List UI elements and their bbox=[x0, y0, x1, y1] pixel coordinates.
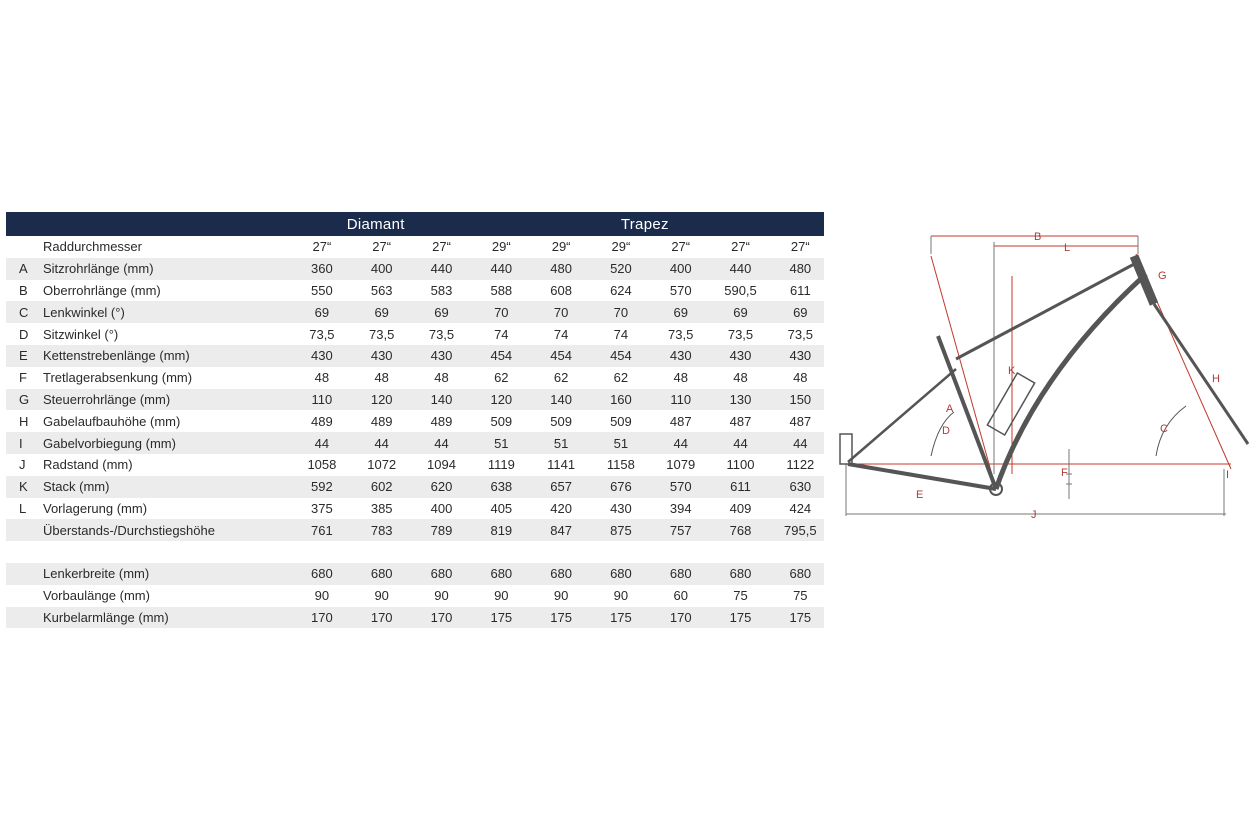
cell-value: 27“ bbox=[671, 239, 691, 255]
cell-value: 570 bbox=[669, 282, 692, 298]
cell-value: 69 bbox=[286, 301, 346, 323]
frame-fork bbox=[1154, 304, 1248, 444]
cell-value: 480 bbox=[525, 258, 585, 280]
dimension-label-j: J bbox=[1031, 509, 1037, 521]
cell-value: 440 bbox=[705, 258, 765, 280]
dimension-label-l: L bbox=[1064, 242, 1071, 254]
cell-value: 430 bbox=[406, 345, 466, 367]
cell-value: 51 bbox=[465, 432, 525, 454]
cell-value: 630 bbox=[764, 476, 824, 498]
cell-value: 680 bbox=[465, 563, 525, 585]
cell-value: 74 bbox=[553, 326, 569, 342]
cell-value: 570 bbox=[645, 476, 705, 498]
cell-value: 608 bbox=[550, 282, 572, 298]
cell-value: 430 bbox=[645, 345, 705, 367]
cell-value: 51 bbox=[525, 432, 585, 454]
cell-value: 563 bbox=[370, 282, 393, 298]
cell-value: 489 bbox=[370, 413, 393, 429]
cell-value: 140 bbox=[525, 389, 585, 411]
cell-value: 1100 bbox=[726, 457, 755, 473]
cell-value: 44 bbox=[406, 432, 466, 454]
cell-value: 487 bbox=[729, 413, 752, 429]
table-row bbox=[6, 519, 824, 541]
cell-value: 768 bbox=[705, 519, 765, 541]
spacer-row bbox=[6, 541, 824, 563]
cell-value: 90 bbox=[613, 588, 629, 604]
cell-value: 110 bbox=[286, 389, 346, 411]
table-row bbox=[6, 454, 824, 476]
cell-value: 487 bbox=[789, 413, 812, 429]
row-code: D bbox=[19, 326, 29, 342]
row-label: Lenkwinkel (°) bbox=[36, 301, 286, 323]
cell-value: 676 bbox=[585, 476, 645, 498]
cell-value: 1122 bbox=[786, 457, 815, 473]
cell-value: 74 bbox=[613, 326, 629, 342]
cell-value: 51 bbox=[585, 432, 645, 454]
table-row bbox=[6, 258, 824, 280]
cell-value: 680 bbox=[406, 563, 466, 585]
cell-value: 175 bbox=[465, 607, 525, 629]
cell-value: 27“ bbox=[790, 239, 810, 255]
cell-value: 602 bbox=[346, 476, 406, 498]
dimension-label-i: I bbox=[1226, 469, 1230, 481]
row-label: Steuerrohrlänge (mm) bbox=[36, 389, 286, 411]
cell-value: 394 bbox=[669, 500, 692, 516]
cell-value: 73,5 bbox=[727, 326, 754, 342]
cell-value: 592 bbox=[286, 476, 346, 498]
cell-value: 430 bbox=[346, 345, 406, 367]
cell-value: 160 bbox=[585, 389, 645, 411]
cell-value: 170 bbox=[645, 607, 705, 629]
cell-value: 440 bbox=[465, 258, 525, 280]
cell-value: 795,5 bbox=[764, 519, 824, 541]
table-row bbox=[6, 563, 824, 585]
cell-value: 489 bbox=[430, 413, 453, 429]
row-label: Radstand (mm) bbox=[43, 457, 133, 473]
cell-value: 120 bbox=[346, 389, 406, 411]
cell-value: 62 bbox=[494, 370, 509, 386]
cell-value: 75 bbox=[793, 588, 808, 604]
cell-value: 400 bbox=[346, 258, 406, 280]
cell-value: 48 bbox=[314, 370, 330, 386]
cell-value: 90 bbox=[553, 588, 569, 604]
cell-value: 1072 bbox=[367, 457, 397, 473]
row-code: J bbox=[19, 457, 26, 473]
frame-seat-stay bbox=[848, 369, 956, 462]
cell-value: 783 bbox=[346, 519, 406, 541]
cell-value: 175 bbox=[525, 607, 585, 629]
row-label: Sitzwinkel (°) bbox=[43, 326, 119, 342]
cell-value: 90 bbox=[374, 588, 389, 604]
row-label: Gabelvorbiegung (mm) bbox=[36, 432, 286, 454]
cell-value: 440 bbox=[406, 258, 466, 280]
dimension-label-k: K bbox=[1008, 365, 1016, 377]
row-code bbox=[6, 236, 36, 258]
table-row bbox=[6, 432, 824, 454]
group-header-trapez: Trapez bbox=[465, 212, 824, 236]
cell-value: 70 bbox=[465, 301, 525, 323]
row-label: Kurbelarmlänge (mm) bbox=[36, 607, 286, 629]
cell-value: 170 bbox=[286, 607, 346, 629]
cell-value: 430 bbox=[764, 345, 824, 367]
cell-value: 170 bbox=[406, 607, 466, 629]
cell-value: 62 bbox=[553, 370, 569, 386]
table-row bbox=[6, 323, 824, 345]
cell-value: 1119 bbox=[487, 457, 515, 473]
frame-down-tube bbox=[996, 274, 1146, 489]
row-code: L bbox=[19, 500, 27, 516]
row-code bbox=[6, 585, 36, 607]
row-code: A bbox=[6, 258, 36, 280]
table-row bbox=[6, 301, 824, 323]
cell-value: 520 bbox=[585, 258, 645, 280]
cell-value: 140 bbox=[406, 389, 466, 411]
row-code: B bbox=[19, 282, 28, 298]
cell-value: 170 bbox=[346, 607, 406, 629]
row-code: F bbox=[19, 370, 27, 386]
table-row bbox=[6, 410, 824, 432]
cell-value: 789 bbox=[406, 519, 466, 541]
cell-value: 69 bbox=[764, 301, 824, 323]
cell-value: 69 bbox=[346, 301, 406, 323]
cell-value: 588 bbox=[490, 282, 513, 298]
cell-value: 175 bbox=[764, 607, 824, 629]
dimension-label-f: F bbox=[1061, 467, 1068, 479]
frame-chain-stay bbox=[848, 464, 996, 489]
row-code bbox=[6, 563, 36, 585]
row-label: Stack (mm) bbox=[36, 476, 286, 498]
cell-value: 73,5 bbox=[428, 326, 455, 342]
cell-value: 44 bbox=[705, 432, 765, 454]
dimension-label-e: E bbox=[916, 489, 924, 501]
cell-value: 761 bbox=[286, 519, 346, 541]
cell-value: 73,5 bbox=[787, 326, 813, 342]
cell-value: 657 bbox=[525, 476, 585, 498]
row-code: K bbox=[6, 476, 36, 498]
cell-value: 680 bbox=[346, 563, 406, 585]
row-code: H bbox=[19, 413, 29, 429]
bike-frame-diagram bbox=[836, 224, 1256, 524]
cell-value: 420 bbox=[550, 500, 572, 516]
cell-value: 624 bbox=[610, 282, 632, 298]
cell-value: 409 bbox=[729, 500, 752, 516]
dimension-label-c: C bbox=[1160, 423, 1168, 435]
cell-value: 29“ bbox=[491, 239, 511, 255]
cell-value: 430 bbox=[286, 345, 346, 367]
cell-value: 70 bbox=[585, 301, 645, 323]
cell-value: 489 bbox=[311, 413, 333, 429]
cell-value: 454 bbox=[525, 345, 585, 367]
dimension-label-b: B bbox=[1034, 231, 1042, 243]
group-header-diamant: Diamant bbox=[286, 212, 465, 236]
cell-value: 875 bbox=[585, 519, 645, 541]
cell-value: 29“ bbox=[611, 239, 631, 255]
cell-value: 1058 bbox=[307, 457, 337, 473]
cell-value: 454 bbox=[465, 345, 525, 367]
cell-value: 487 bbox=[669, 413, 692, 429]
table-row bbox=[6, 476, 824, 498]
dimension-label-a: A bbox=[946, 403, 954, 415]
cell-value: 120 bbox=[465, 389, 525, 411]
row-label: Sitzrohrlänge (mm) bbox=[36, 258, 286, 280]
cell-value: 48 bbox=[793, 370, 808, 386]
cell-value: 375 bbox=[311, 500, 333, 516]
cell-value: 90 bbox=[434, 588, 449, 604]
cell-value: 680 bbox=[705, 563, 765, 585]
cell-value: 1158 bbox=[606, 457, 635, 473]
cell-value: 757 bbox=[645, 519, 705, 541]
cell-value: 1079 bbox=[666, 457, 696, 473]
cell-value: 680 bbox=[764, 563, 824, 585]
cell-value: 69 bbox=[645, 301, 705, 323]
cell-value: 44 bbox=[764, 432, 824, 454]
cell-value: 44 bbox=[645, 432, 705, 454]
table-row bbox=[6, 367, 824, 389]
cell-value: 90 bbox=[314, 588, 330, 604]
cell-value: 110 bbox=[645, 389, 705, 411]
cell-value: 400 bbox=[430, 500, 453, 516]
cell-value: 611 bbox=[705, 476, 765, 498]
row-code bbox=[6, 519, 36, 541]
row-code: I bbox=[6, 432, 36, 454]
cell-value: 509 bbox=[550, 413, 572, 429]
cell-value: 48 bbox=[733, 370, 748, 386]
cell-value: 90 bbox=[494, 588, 509, 604]
cell-value: 550 bbox=[311, 282, 333, 298]
row-code: E bbox=[6, 345, 36, 367]
cell-value: 424 bbox=[789, 500, 812, 516]
cell-value: 27“ bbox=[731, 239, 750, 255]
cell-value: 48 bbox=[374, 370, 389, 386]
cell-value: 69 bbox=[406, 301, 466, 323]
cell-value: 1141 bbox=[547, 457, 576, 473]
dimension-label-d: D bbox=[942, 425, 950, 437]
cell-value: 611 bbox=[789, 282, 811, 298]
cell-value: 360 bbox=[286, 258, 346, 280]
cell-value: 638 bbox=[465, 476, 525, 498]
row-code: C bbox=[6, 301, 36, 323]
cell-value: 454 bbox=[585, 345, 645, 367]
cell-value: 75 bbox=[733, 588, 748, 604]
table-row bbox=[6, 607, 824, 629]
cell-value: 480 bbox=[764, 258, 824, 280]
cell-value: 60 bbox=[673, 588, 688, 604]
row-label: Kettenstrebenlänge (mm) bbox=[36, 345, 286, 367]
cell-value: 150 bbox=[764, 389, 824, 411]
cell-value: 27“ bbox=[312, 239, 332, 255]
cell-value: 680 bbox=[286, 563, 346, 585]
table-row bbox=[6, 280, 824, 302]
table-row bbox=[6, 236, 824, 258]
cell-value: 27“ bbox=[372, 239, 392, 255]
cell-value: 73,5 bbox=[369, 326, 395, 342]
cell-value: 430 bbox=[705, 345, 765, 367]
cell-value: 44 bbox=[286, 432, 346, 454]
cell-value: 73,5 bbox=[668, 326, 694, 342]
row-label: Vorbaulänge (mm) bbox=[43, 588, 150, 604]
dimension-label-g: G bbox=[1158, 270, 1167, 282]
cell-value: 74 bbox=[494, 326, 509, 342]
cell-value: 73,5 bbox=[309, 326, 335, 342]
cell-value: 62 bbox=[613, 370, 629, 386]
cell-value: 680 bbox=[525, 563, 585, 585]
cell-value: 48 bbox=[673, 370, 688, 386]
table-row bbox=[6, 498, 824, 520]
row-label: Raddurchmesser bbox=[43, 239, 142, 255]
cell-value: 400 bbox=[645, 258, 705, 280]
cell-value: 175 bbox=[585, 607, 645, 629]
cell-value: 620 bbox=[406, 476, 466, 498]
cell-value: 430 bbox=[610, 500, 632, 516]
cell-value: 819 bbox=[465, 519, 525, 541]
cell-value: 405 bbox=[490, 500, 513, 516]
row-label: Überstands-/Durchstiegshöhe bbox=[36, 519, 286, 541]
cell-value: 680 bbox=[645, 563, 705, 585]
cell-value: 48 bbox=[434, 370, 449, 386]
table-body bbox=[6, 236, 824, 628]
dimension-line-a bbox=[931, 256, 996, 489]
cell-value: 509 bbox=[490, 413, 513, 429]
cell-value: 385 bbox=[370, 500, 393, 516]
group-header-row bbox=[6, 212, 824, 236]
table-row bbox=[6, 585, 824, 607]
cell-value: 27“ bbox=[432, 239, 451, 255]
cell-value: 1094 bbox=[427, 457, 456, 473]
cell-value: 509 bbox=[610, 413, 632, 429]
row-code bbox=[6, 607, 36, 629]
row-label: Oberrohrlänge (mm) bbox=[43, 282, 161, 298]
table-row bbox=[6, 345, 824, 367]
cell-value: 680 bbox=[585, 563, 645, 585]
cell-value: 847 bbox=[525, 519, 585, 541]
row-code: G bbox=[6, 389, 36, 411]
cell-value: 69 bbox=[705, 301, 765, 323]
row-label: Lenkerbreite (mm) bbox=[36, 563, 286, 585]
row-label: Tretlagerabsenkung (mm) bbox=[43, 370, 193, 386]
geometry-table bbox=[6, 212, 824, 628]
row-label: Vorlagerung (mm) bbox=[43, 500, 148, 516]
cell-value: 583 bbox=[430, 282, 453, 298]
cell-value: 590,5 bbox=[724, 282, 757, 298]
cell-value: 70 bbox=[525, 301, 585, 323]
dimension-label-h: H bbox=[1212, 373, 1220, 385]
cell-value: 130 bbox=[705, 389, 765, 411]
cell-value: 29“ bbox=[551, 239, 571, 255]
cell-value: 44 bbox=[346, 432, 406, 454]
table-row bbox=[6, 389, 824, 411]
cell-value: 175 bbox=[705, 607, 765, 629]
row-label: Gabelaufbauhöhe (mm) bbox=[43, 413, 181, 429]
